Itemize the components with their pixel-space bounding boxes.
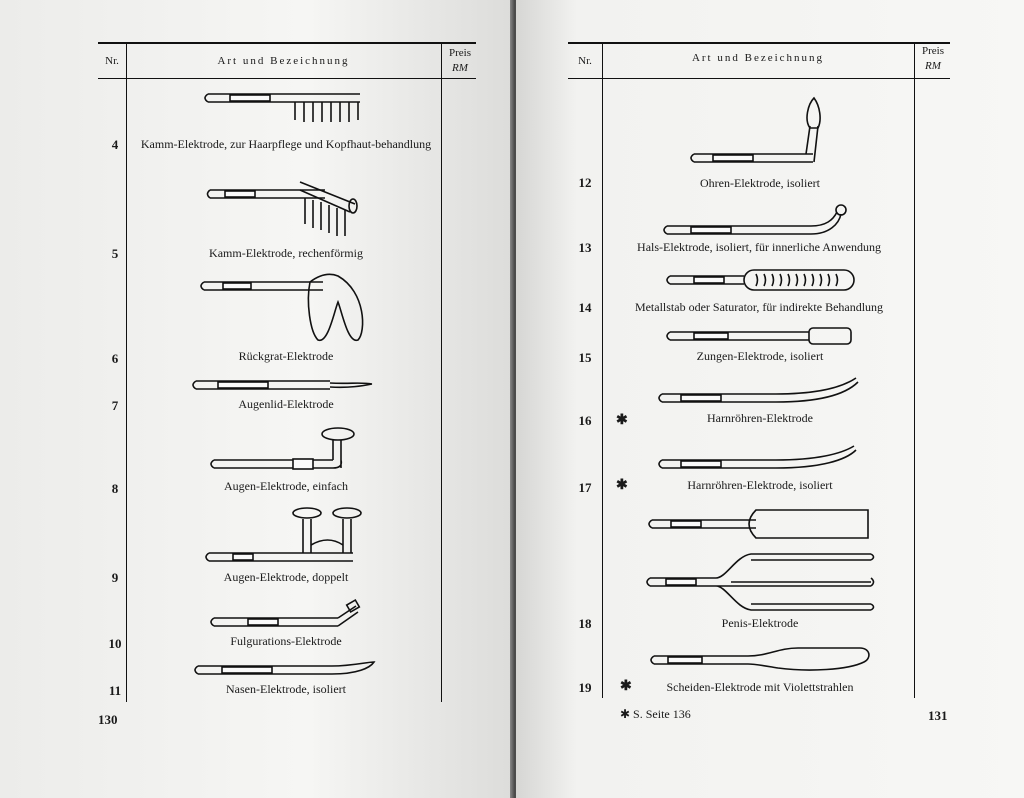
penis-elektrode-illustration <box>646 502 876 612</box>
table-top-rule <box>568 42 950 44</box>
rechen-elektrode-illustration <box>205 178 365 243</box>
item-asterisk: ✱ <box>620 679 632 694</box>
item-label: Ohren-Elektrode, isoliert <box>700 176 820 190</box>
item-number: 4 <box>111 137 119 152</box>
rueckgrat-elektrode-illustration <box>198 272 368 347</box>
item-number: 18 <box>578 616 592 631</box>
item-label: Harnröhren-Elektrode, isoliert <box>687 478 833 492</box>
item-label: Scheiden-Elektrode mit Violettstrahlen <box>666 680 854 694</box>
item-label: Augen-Elektrode, einfach <box>224 479 348 493</box>
item-number: 6 <box>111 351 119 366</box>
item-label: Harnröhren-Elektrode <box>707 411 813 425</box>
page-number: 130 <box>98 712 118 727</box>
item-number: 5 <box>111 246 119 261</box>
item-label: Zungen-Elektrode, isoliert <box>696 349 824 363</box>
item-label: Hals-Elektrode, isoliert, für innerliche Anwendung <box>637 240 881 254</box>
table-header-rule <box>98 78 476 79</box>
footnote: ✱ S. Seite 136 <box>620 707 691 721</box>
item-number: 11 <box>108 683 122 698</box>
item-number: 19 <box>578 680 592 695</box>
item-number: 13 <box>578 240 592 255</box>
kamm-elektrode-illustration <box>200 88 370 138</box>
header-nr: Nr. <box>578 55 592 67</box>
item-number: 17 <box>578 480 592 495</box>
preis-column-rule <box>441 42 442 702</box>
item-number: 14 <box>578 300 592 315</box>
item-label: Augenlid-Elektrode <box>238 397 334 411</box>
table-top-rule <box>98 42 476 44</box>
header-preis-unit: RM <box>925 60 941 72</box>
item-label: Kamm-Elektrode, rechenförmig <box>209 246 363 260</box>
header-nr: Nr. <box>105 55 119 67</box>
hals-elektrode-illustration <box>661 204 861 238</box>
scheiden-elektrode-illustration <box>648 644 878 674</box>
header-preis: Preis <box>449 47 471 59</box>
item-number: 16 <box>578 413 592 428</box>
item-number: 10 <box>108 636 122 651</box>
harnroehren-elektrode-isoliert-illustration <box>656 444 866 472</box>
item-label: Fulgurations-Elektrode <box>230 634 342 648</box>
right-page <box>516 0 1024 798</box>
item-number: 7 <box>111 398 119 413</box>
augen-elektrode-doppelt-illustration <box>203 505 373 570</box>
metallstab-saturator-illustration <box>664 268 864 294</box>
item-label: Nasen-Elektrode, isoliert <box>226 682 346 696</box>
ohren-elektrode-illustration <box>688 96 828 168</box>
item-label: Rückgrat-Elektrode <box>238 349 334 363</box>
item-number: 12 <box>578 175 592 190</box>
augen-elektrode-einfach-illustration <box>208 422 368 477</box>
nr-column-rule <box>602 42 603 698</box>
header-preis-unit: RM <box>452 62 468 74</box>
augenlid-elektrode-illustration <box>190 374 380 396</box>
header-title: Art und Bezeichnung <box>691 52 825 64</box>
item-number: 15 <box>578 350 592 365</box>
item-asterisk: ✱ <box>616 413 628 428</box>
preis-column-rule <box>914 42 915 698</box>
zungen-elektrode-illustration <box>664 326 864 346</box>
fulgurations-elektrode-illustration <box>208 600 368 632</box>
item-label: Metallstab oder Saturator, für indirekte Behandlung <box>634 300 884 314</box>
item-asterisk: ✱ <box>616 478 628 493</box>
table-header-rule <box>568 78 950 79</box>
nasen-elektrode-illustration <box>192 660 382 680</box>
harnroehren-elektrode-illustration <box>656 374 866 406</box>
item-number: 9 <box>111 570 119 585</box>
item-number: 8 <box>111 481 119 496</box>
item-label: Kamm-Elektrode, zur Haarpflege und Kopfhaut-behandlung <box>140 137 432 151</box>
header-preis: Preis <box>922 45 944 57</box>
page-number: 131 <box>928 708 948 723</box>
item-label: Penis-Elektrode <box>721 616 799 630</box>
item-label: Augen-Elektrode, doppelt <box>223 570 349 584</box>
header-title: Art und Bezeichnung <box>217 55 350 67</box>
